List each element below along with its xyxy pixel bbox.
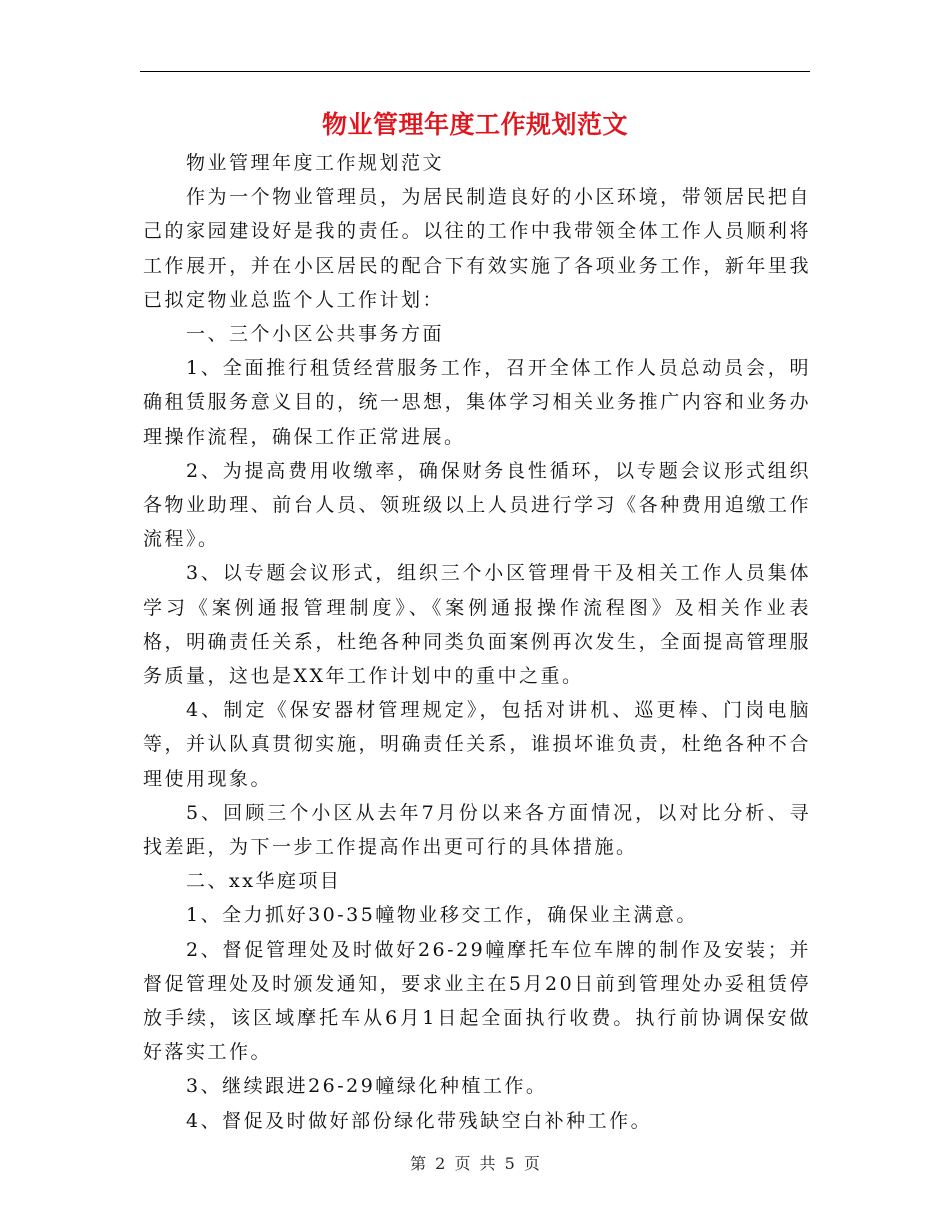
document-title: 物业管理年度工作规划范文 xyxy=(321,110,628,139)
section-heading-public-affairs: 一、三个小区公共事务方面 xyxy=(186,323,445,346)
paragraph-intro: 作为一个物业管理员，为居民制造良好的小区环境，带领居民把自己的家园建设好是我的责任。以往的工作中我带领全体工作人员顺利将工作展开，并在小区居民的配合下有效实施了各项业务工作，新年里我已拟定物业总监个人工作计划： xyxy=(143,186,811,311)
list-item: 2、督促管理处及时做好26-29幢摩托车位车牌的制作及安装；并督促管理处及时颁发通知，要求业主在5月20日前到管理处办妥租赁停放手续，该区域摩托车从6月1日起全面执行收费。执行前协调保安做好落实工作。 xyxy=(143,938,811,1064)
section-heading-project: 二、xx华庭项目 xyxy=(186,870,342,893)
list-item: 3、以专题会议形式，组织三个小区管理骨干及相关工作人员集体学习《案例通报管理制度》、《案例通报操作流程图》及相关作业表格，明确责任关系，杜绝各种同类负面案例再次发生，全面提高管理服务质量，这也是XX年工作计划中的重中之重。 xyxy=(143,562,811,688)
list-item: 3、继续跟进26-29幢绿化种植工作。 xyxy=(186,1075,548,1098)
paragraph-subtitle: 物业管理年度工作规划范文 xyxy=(186,152,445,174)
list-item: 5、回顾三个小区从去年7月份以来各方面情况，以对比分析、寻找差距，为下一步工作提高作出更可行的具体措施。 xyxy=(143,801,811,859)
list-item: 4、制定《保安器材管理规定》，包括对讲机、巡更棒、门岗电脑等，并认队真贯彻实施，明确责任关系，谁损坏谁负责，杜绝各种不合理使用现象。 xyxy=(143,699,811,790)
document-body xyxy=(143,146,811,1138)
list-item: 1、全面推行租赁经营服务工作，召开全体工作人员总动员会，明确租赁服务意义目的，统一思想，集体学习相关业务推广内容和业务办理操作流程，确保工作正常进展。 xyxy=(143,357,811,448)
header-rule xyxy=(140,71,810,72)
list-item: 2、为提高费用收缴率，确保财务良性循环，以专题会议形式组织各物业助理、前台人员、领班级以上人员进行学习《各种费用追缴工作流程》。 xyxy=(143,459,811,551)
page-number-footer: 第 2 页 共 5 页 xyxy=(410,1154,540,1173)
list-item: 4、督促及时做好部份绿化带残缺空白补种工作。 xyxy=(186,1109,653,1132)
list-item: 1、全力抓好30-35幢物业移交工作，确保业主满意。 xyxy=(186,904,698,927)
